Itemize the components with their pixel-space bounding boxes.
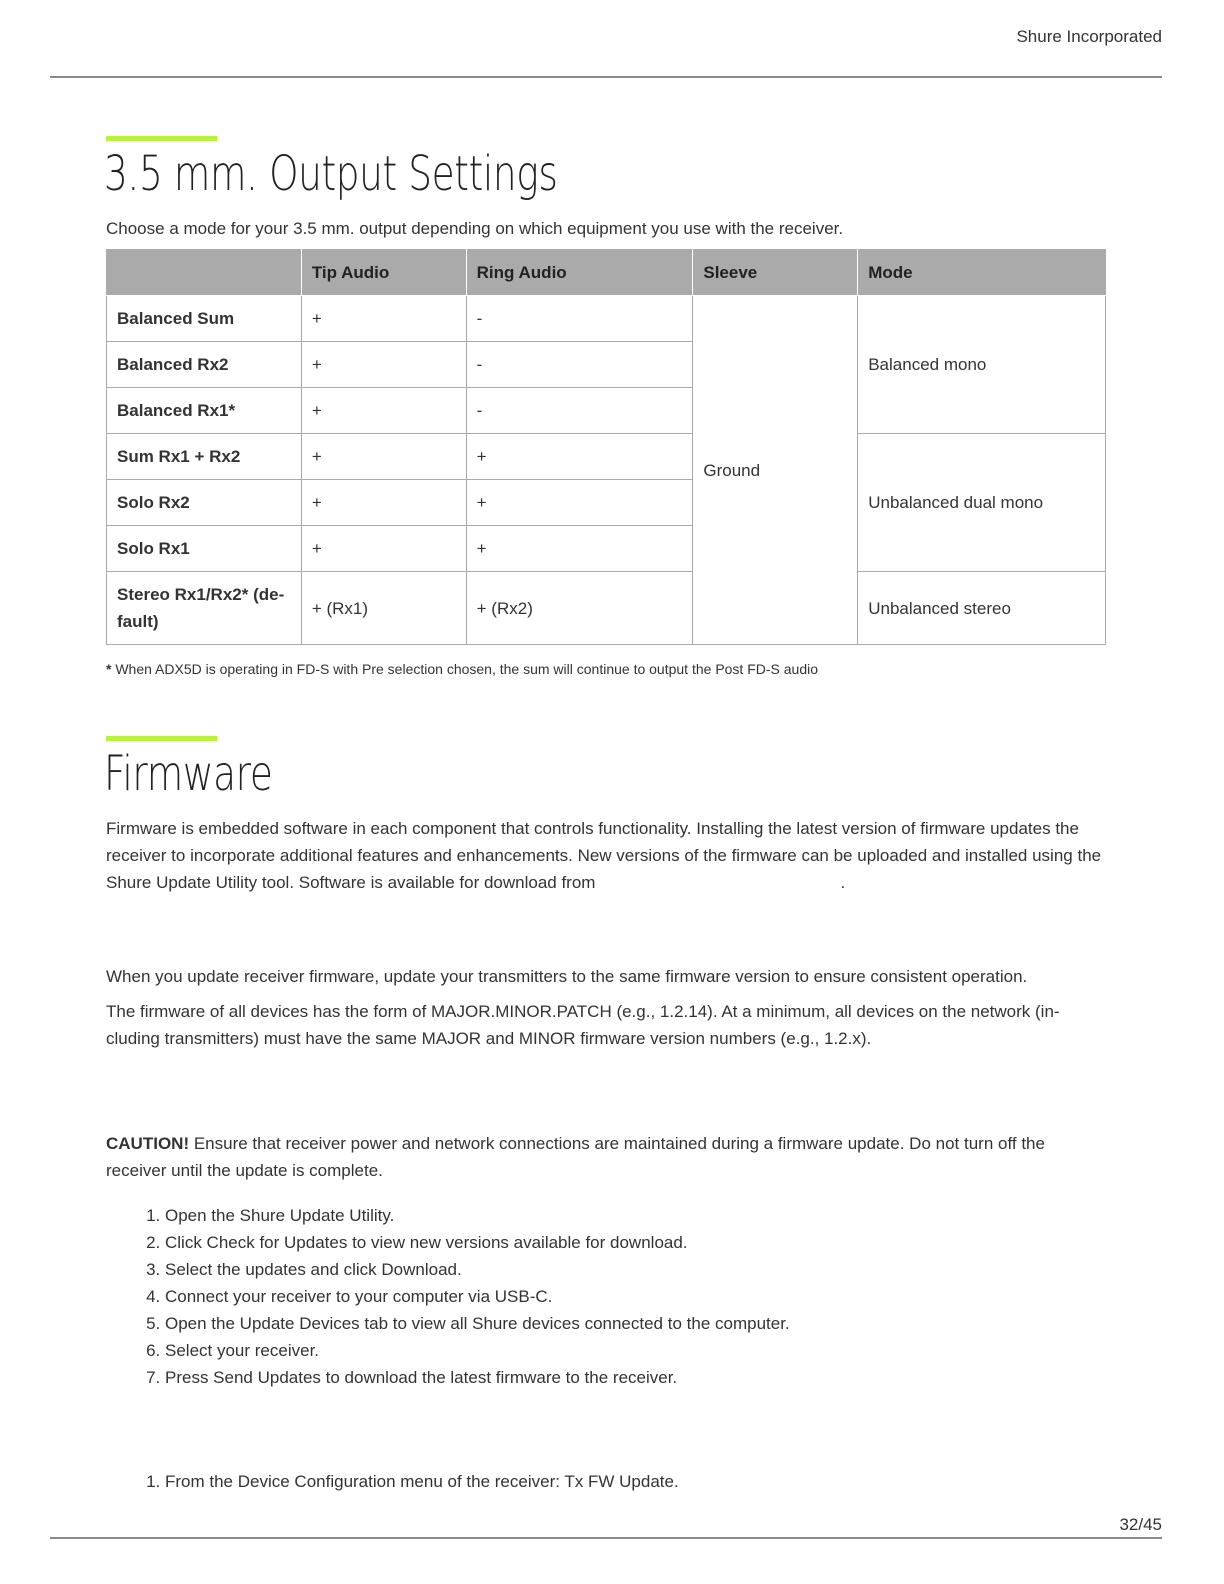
firmware-version-format: The firmware of all devices has the form of MAJOR.MINOR.PATCH (e.g., 1.2.14). At a minimum, all devices on the network (in-cluding transmitters) must have the same MAJOR and MINOR firmware version numbers (e.g., 1.2.x). <box>106 1002 1060 1048</box>
output-settings-table <box>106 249 1106 645</box>
caution-label: CAUTION! <box>106 1134 190 1153</box>
ring-cell: + <box>466 434 693 480</box>
ring-cell: - <box>466 296 693 342</box>
tip-cell: + <box>301 480 466 526</box>
header-cell-mode: Mode <box>858 250 1106 296</box>
list-item: 4. Connect your receiver to your computer via USB-C. <box>165 1283 790 1310</box>
ring-cell: + (Rx2) <box>466 572 693 645</box>
row-label: Balanced Rx1* <box>107 388 302 434</box>
header-cell-ring-audio: Ring Audio <box>466 250 693 296</box>
mode-cell-unbalanced-dual-mono: Unbalanced dual mono <box>858 434 1106 572</box>
list-item: 3. Select the updates and click Download. <box>165 1256 790 1283</box>
row-label: Balanced Sum <box>107 296 302 342</box>
list-item: 1. From the Device Configuration menu of the receiver: Tx FW Update. <box>165 1468 679 1495</box>
tip-cell: + <box>301 342 466 388</box>
tip-cell: + <box>301 388 466 434</box>
table-row <box>107 572 1106 645</box>
tip-cell: + <box>301 526 466 572</box>
header-cell-sleeve: Sleeve <box>693 250 858 296</box>
table-row <box>107 434 1106 480</box>
section-title-firmware: Firmware <box>104 746 273 802</box>
ring-cell: + <box>466 526 693 572</box>
table-footnote <box>106 661 818 677</box>
ring-cell: + <box>466 480 693 526</box>
row-label: Balanced Rx2 <box>107 342 302 388</box>
list-item: 6. Select your receiver. <box>165 1337 790 1364</box>
header-rule <box>50 76 1162 78</box>
tip-cell: + <box>301 434 466 480</box>
ring-cell: - <box>466 388 693 434</box>
table-header-row <box>107 250 1106 296</box>
section-accent-bar <box>106 136 217 141</box>
firmware-intro-text: Firmware is embedded software in each component that controls functionality. Installing the latest version of firmware updates the receiver to incorporate additional features and enhancements. New versions of the firmware can be uploaded and installed using the Shure Update Utility tool. Software is available for download from <box>106 819 1102 892</box>
footnote-mark: * <box>106 661 112 677</box>
row-label: Solo Rx1 <box>107 526 302 572</box>
footnote-text: When ADX5D is operating in FD-S with Pre selection chosen, the sum will continue to output the Post FD-S audio <box>111 661 819 677</box>
mode-cell-balanced-mono: Balanced mono <box>858 296 1106 434</box>
header-cell-blank <box>107 250 302 296</box>
list-item: 7. Press Send Updates to download the latest firmware to the receiver. <box>165 1364 790 1391</box>
firmware-intro <box>106 815 1106 896</box>
firmware-intro-end: . <box>840 873 846 892</box>
header-company: Shure Incorporated <box>1016 27 1162 46</box>
row-label: Solo Rx2 <box>107 480 302 526</box>
mode-cell-unbalanced-stereo: Unbalanced stereo <box>858 572 1106 645</box>
section-accent-bar <box>106 736 217 741</box>
ring-cell: - <box>466 342 693 388</box>
table-row <box>107 296 1106 342</box>
row-label: Sum Rx1 + Rx2 <box>107 434 302 480</box>
firmware-note-transmitters: When you update receiver firmware, update your transmitters to the same firmware version to ensure consistent operation. <box>106 967 1028 986</box>
transmitter-update-steps <box>106 1468 679 1495</box>
row-label: Stereo Rx1/Rx2* (de-fault) <box>107 572 302 645</box>
sleeve-cell: Ground <box>693 296 858 645</box>
caution-notice <box>106 1130 1106 1184</box>
list-item: 1. Open the Shure Update Utility. <box>165 1202 790 1229</box>
list-item: 2. Click Check for Updates to view new versions available for download. <box>165 1229 790 1256</box>
tip-cell: + (Rx1) <box>301 572 466 645</box>
receiver-update-steps <box>106 1202 790 1391</box>
output-intro: Choose a mode for your 3.5 mm. output depending on which equipment you use with the receiver. <box>106 219 844 238</box>
list-item: 5. Open the Update Devices tab to view all Shure devices connected to the computer. <box>165 1310 790 1337</box>
page-number: 32/45 <box>1119 1515 1162 1534</box>
tip-cell: + <box>301 296 466 342</box>
caution-text: Ensure that receiver power and network connections are maintained during a firmware update. Do not turn off the receiver until the update is complete. <box>106 1134 1045 1180</box>
footer-rule <box>50 1537 1162 1539</box>
header-cell-tip-audio: Tip Audio <box>301 250 466 296</box>
section-title-output-settings: 3.5 mm. Output Settings <box>104 146 558 202</box>
